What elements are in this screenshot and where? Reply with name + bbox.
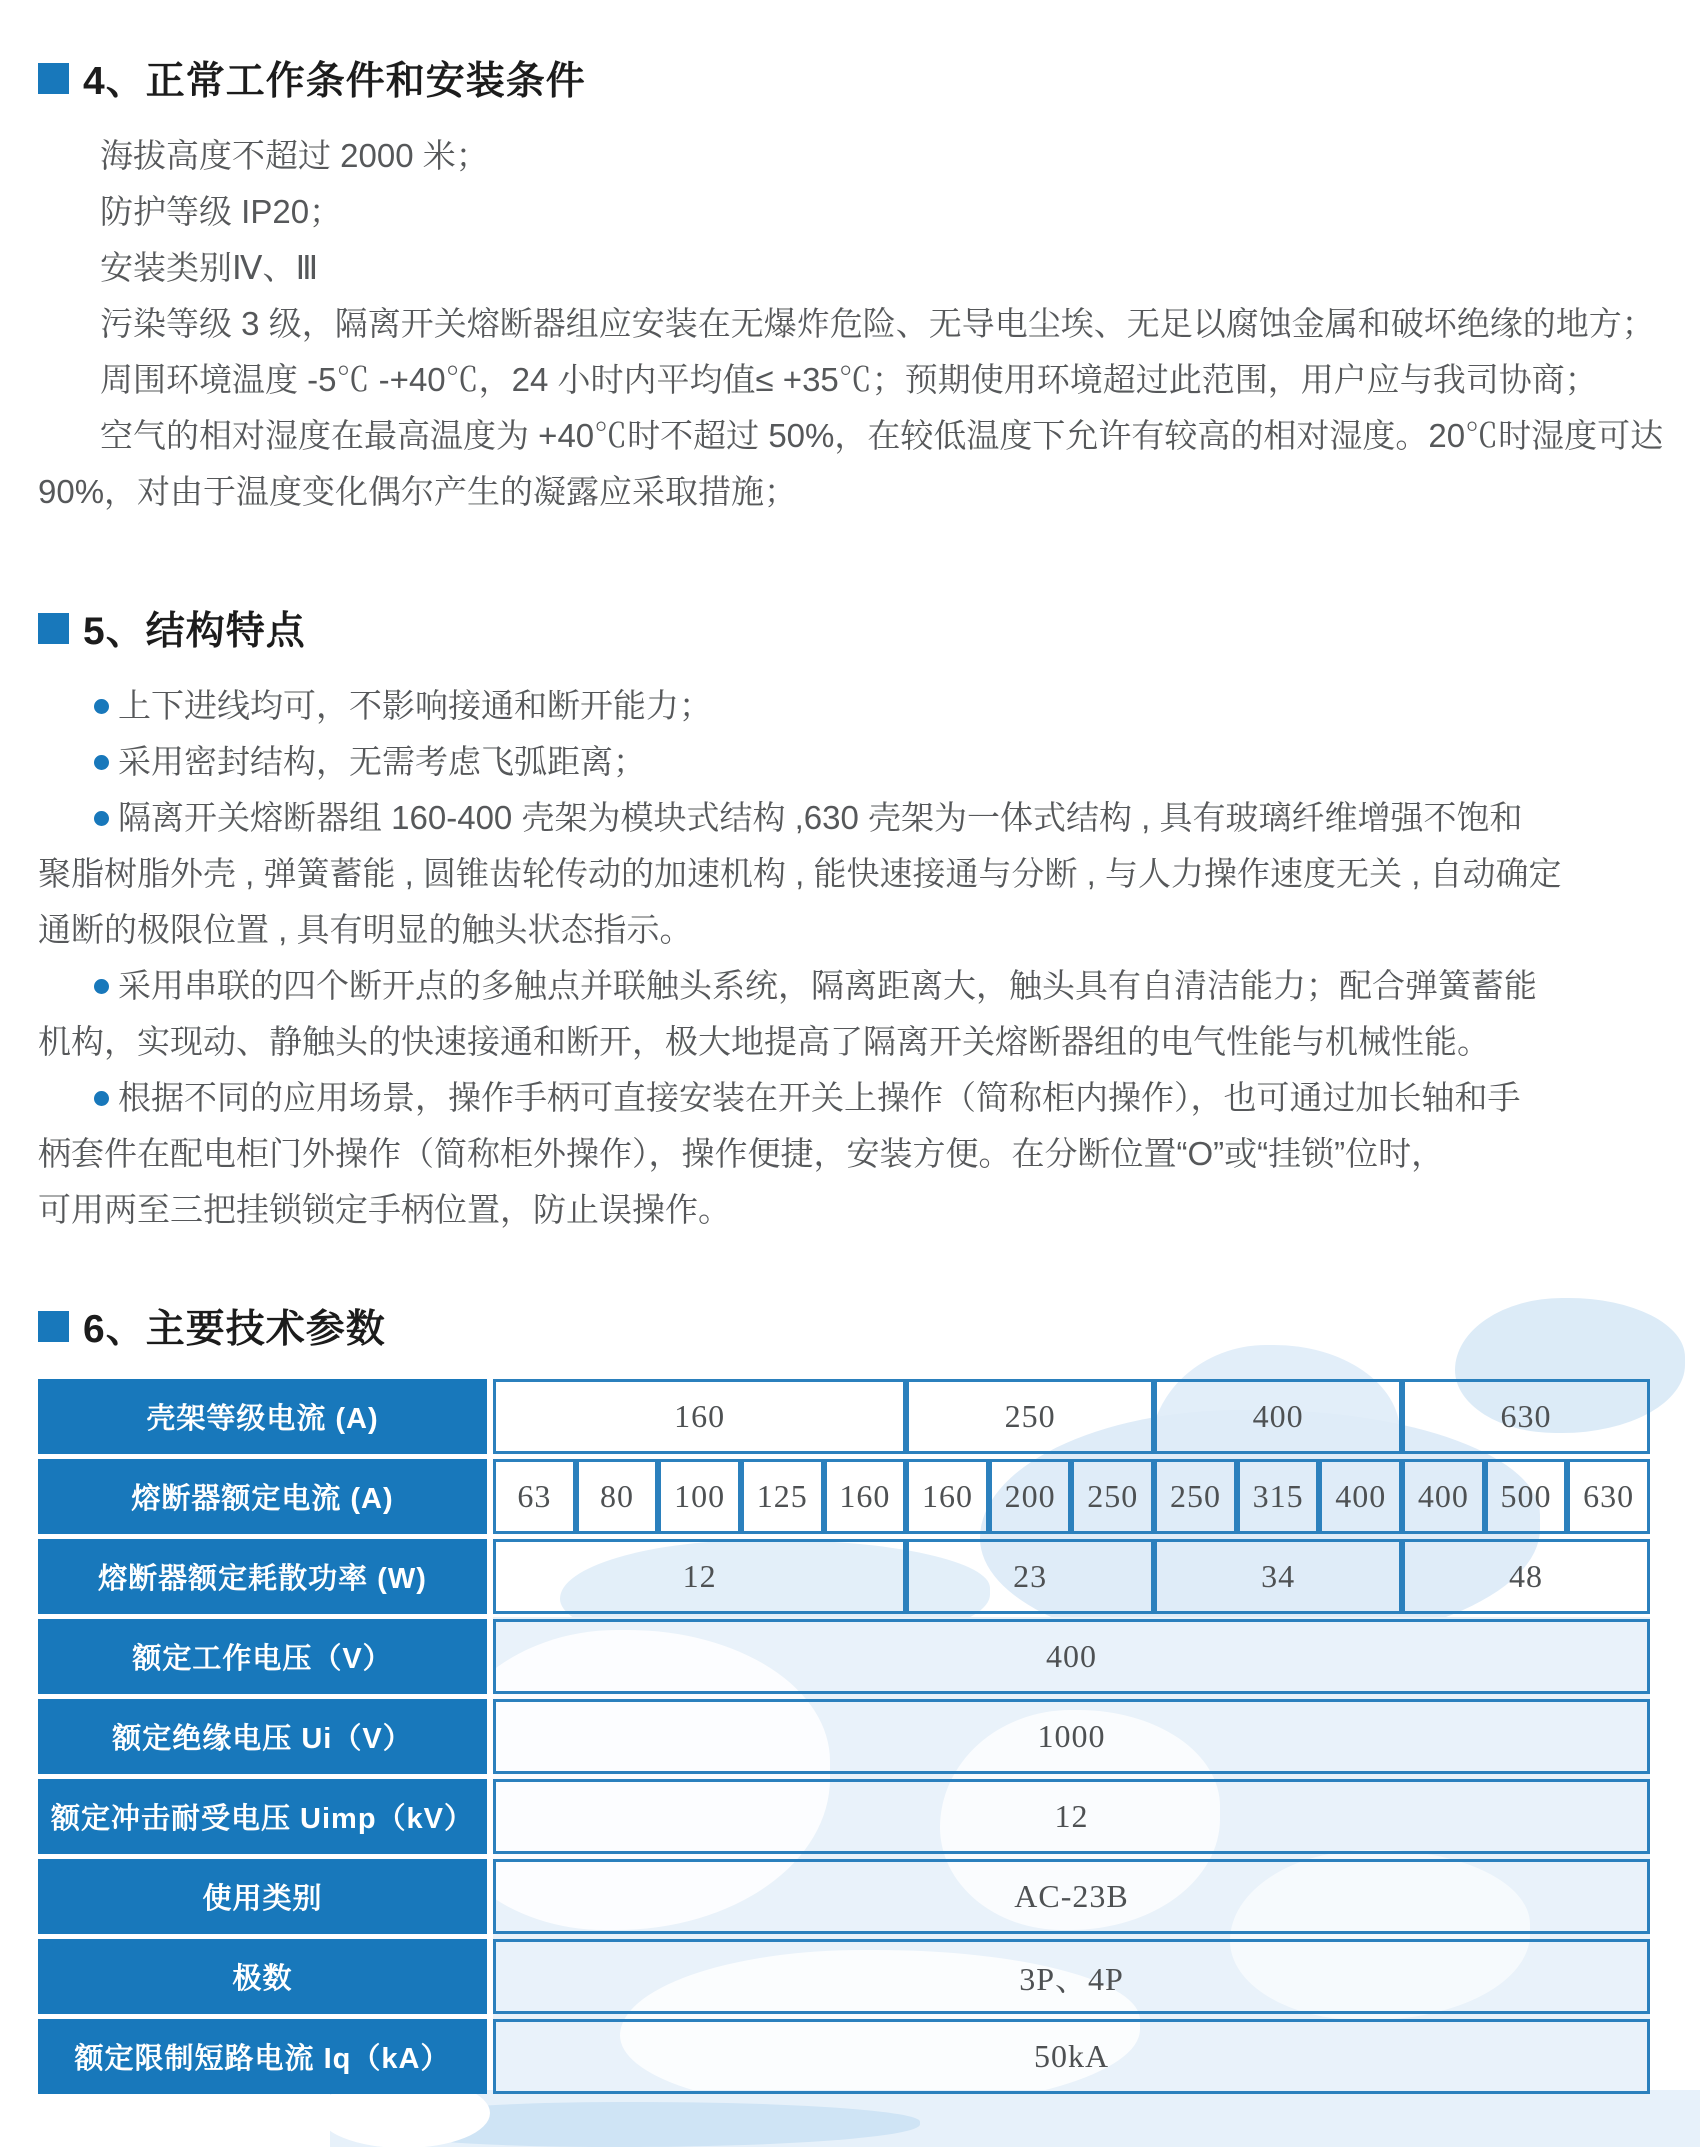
blue-square-icon [38, 63, 69, 94]
table-cell: AC-23B [493, 1859, 1650, 1934]
table-cell: 630 [1402, 1379, 1650, 1454]
row-label: 熔断器额定耗散功率 (W) [38, 1539, 493, 1614]
text-line: 机构，实现动、静触头的快速接通和断开，极大地提高了隔离开关熔断器组的电气性能与机械性能。 [38, 1023, 1490, 1060]
text-line: 聚脂树脂外壳 , 弹簧蓄能 , 圆锥齿轮传动的加速机构 , 能快速接通与分断 , 与人力操作速度无关 , 自动确定 [38, 855, 1562, 892]
text-line: 周围环境温度 -5℃ -+40℃，24 小时内平均值≤ +35℃；预期使用环境超过此范围，用户应与我司协商； [100, 361, 1598, 398]
table-cell: 160 [824, 1459, 907, 1534]
table-cell: 23 [906, 1539, 1154, 1614]
table-cell: 63 [493, 1459, 576, 1534]
text-line: 可用两至三把挂锁锁定手柄位置，防止误操作。 [38, 1191, 731, 1228]
technical-parameters-table [38, 1374, 1650, 2099]
table-cell: 630 [1567, 1459, 1650, 1534]
table-cell: 34 [1154, 1539, 1402, 1614]
table-cell: 250 [1071, 1459, 1154, 1534]
bullet-text: 采用串联的四个断开点的多触点并联触头系统，隔离距离大，触头具有自清洁能力；配合弹簧蓄能 [118, 967, 1537, 1004]
table-cell: 400 [1154, 1379, 1402, 1454]
bullet-dot-icon [94, 811, 109, 826]
table-cell: 160 [906, 1459, 989, 1534]
table-row [38, 1859, 1650, 1934]
table-cell: 3P、4P [493, 1939, 1650, 2014]
table-cell: 250 [906, 1379, 1154, 1454]
text-line: 柄套件在配电柜门外操作（简称柜外操作），操作便捷，安装方便。在分断位置“O”或“挂锁”位时， [38, 1135, 1445, 1172]
table-cell: 160 [493, 1379, 906, 1454]
text-line: 污染等级 3 级，隔离开关熔断器组应安装在无爆炸危险、无导电尘埃、无足以腐蚀金属和破坏绝缘的地方； [100, 305, 1655, 342]
bullet-dot-icon [94, 979, 109, 994]
row-label: 额定冲击耐受电压 Uimp（kV） [38, 1779, 493, 1854]
section5-heading [38, 604, 1660, 652]
bullet-dot-icon [94, 1091, 109, 1106]
bullet-text: 根据不同的应用场景，操作手柄可直接安装在开关上操作（简称柜内操作），也可通过加长轴和手 [118, 1079, 1521, 1116]
bullet-line [38, 1070, 1660, 1126]
table-row [38, 2019, 1650, 2094]
table-cell: 1000 [493, 1699, 1650, 1774]
bullet-line [38, 734, 1660, 790]
table-cell: 400 [1402, 1459, 1485, 1534]
blue-square-icon [38, 613, 69, 644]
blue-square-icon [38, 1311, 69, 1342]
row-label: 壳架等级电流 (A) [38, 1379, 493, 1454]
text-line: 安装类别Ⅳ、Ⅲ [100, 249, 319, 286]
table-cell: 12 [493, 1779, 1650, 1854]
bullet-dot-icon [94, 755, 109, 770]
section4-heading [38, 0, 1660, 102]
table-cell: 80 [576, 1459, 659, 1534]
row-label: 额定限制短路电流 Iq（kA） [38, 2019, 493, 2094]
row-label: 使用类别 [38, 1859, 493, 1934]
table-row [38, 1539, 1650, 1614]
section6-heading [38, 1302, 1660, 1350]
text-line: 90%，对由于温度变化偶尔产生的凝露应采取措施； [38, 473, 798, 510]
table-row [38, 1699, 1650, 1774]
row-label: 额定绝缘电压 Ui（V） [38, 1699, 493, 1774]
table-row [38, 1939, 1650, 2014]
table-cell: 200 [989, 1459, 1072, 1534]
text-line: 空气的相对湿度在最高温度为 +40℃时不超过 50%，在较低温度下允许有较高的相对湿度。20℃时湿度可达 [100, 417, 1664, 454]
bullet-line [38, 958, 1660, 1014]
table-row [38, 1459, 1650, 1534]
bullet-dot-icon [94, 699, 109, 714]
table-row [38, 1779, 1650, 1854]
table-cell: 12 [493, 1539, 906, 1614]
table-cell: 400 [493, 1619, 1650, 1694]
bullet-line [38, 790, 1660, 846]
section4-title: 4、正常工作条件和安装条件 [83, 60, 586, 103]
table-cell: 500 [1485, 1459, 1568, 1534]
row-label: 额定工作电压（V） [38, 1619, 493, 1694]
table-cell: 400 [1319, 1459, 1402, 1534]
row-label: 极数 [38, 1939, 493, 2014]
text-line: 防护等级 IP20； [100, 193, 343, 230]
table-cell: 50kA [493, 2019, 1650, 2094]
table-cell: 125 [741, 1459, 824, 1534]
table-cell: 315 [1237, 1459, 1320, 1534]
table-cell: 48 [1402, 1539, 1650, 1614]
text-line: 通断的极限位置 , 具有明显的触头状态指示。 [38, 911, 693, 948]
table-cell: 250 [1154, 1459, 1237, 1534]
text-line: 海拔高度不超过 2000 米； [100, 137, 489, 174]
bullet-text: 隔离开关熔断器组 160-400 壳架为模块式结构 ,630 壳架为一体式结构 , 具有玻璃纤维增强不饱和 [118, 799, 1523, 836]
section4-body [38, 128, 1664, 520]
table-row [38, 1379, 1650, 1454]
table-cell: 100 [658, 1459, 741, 1534]
bullet-text: 上下进线均可，不影响接通和断开能力； [118, 687, 712, 724]
row-label: 熔断器额定电流 (A) [38, 1459, 493, 1534]
section5-title: 5、结构特点 [83, 610, 306, 653]
bullet-text: 采用密封结构，无需考虑飞弧距离； [118, 743, 646, 780]
section5-body [38, 678, 1660, 1238]
section6-title: 6、主要技术参数 [83, 1308, 386, 1351]
table-row [38, 1619, 1650, 1694]
bullet-line [38, 678, 1660, 734]
